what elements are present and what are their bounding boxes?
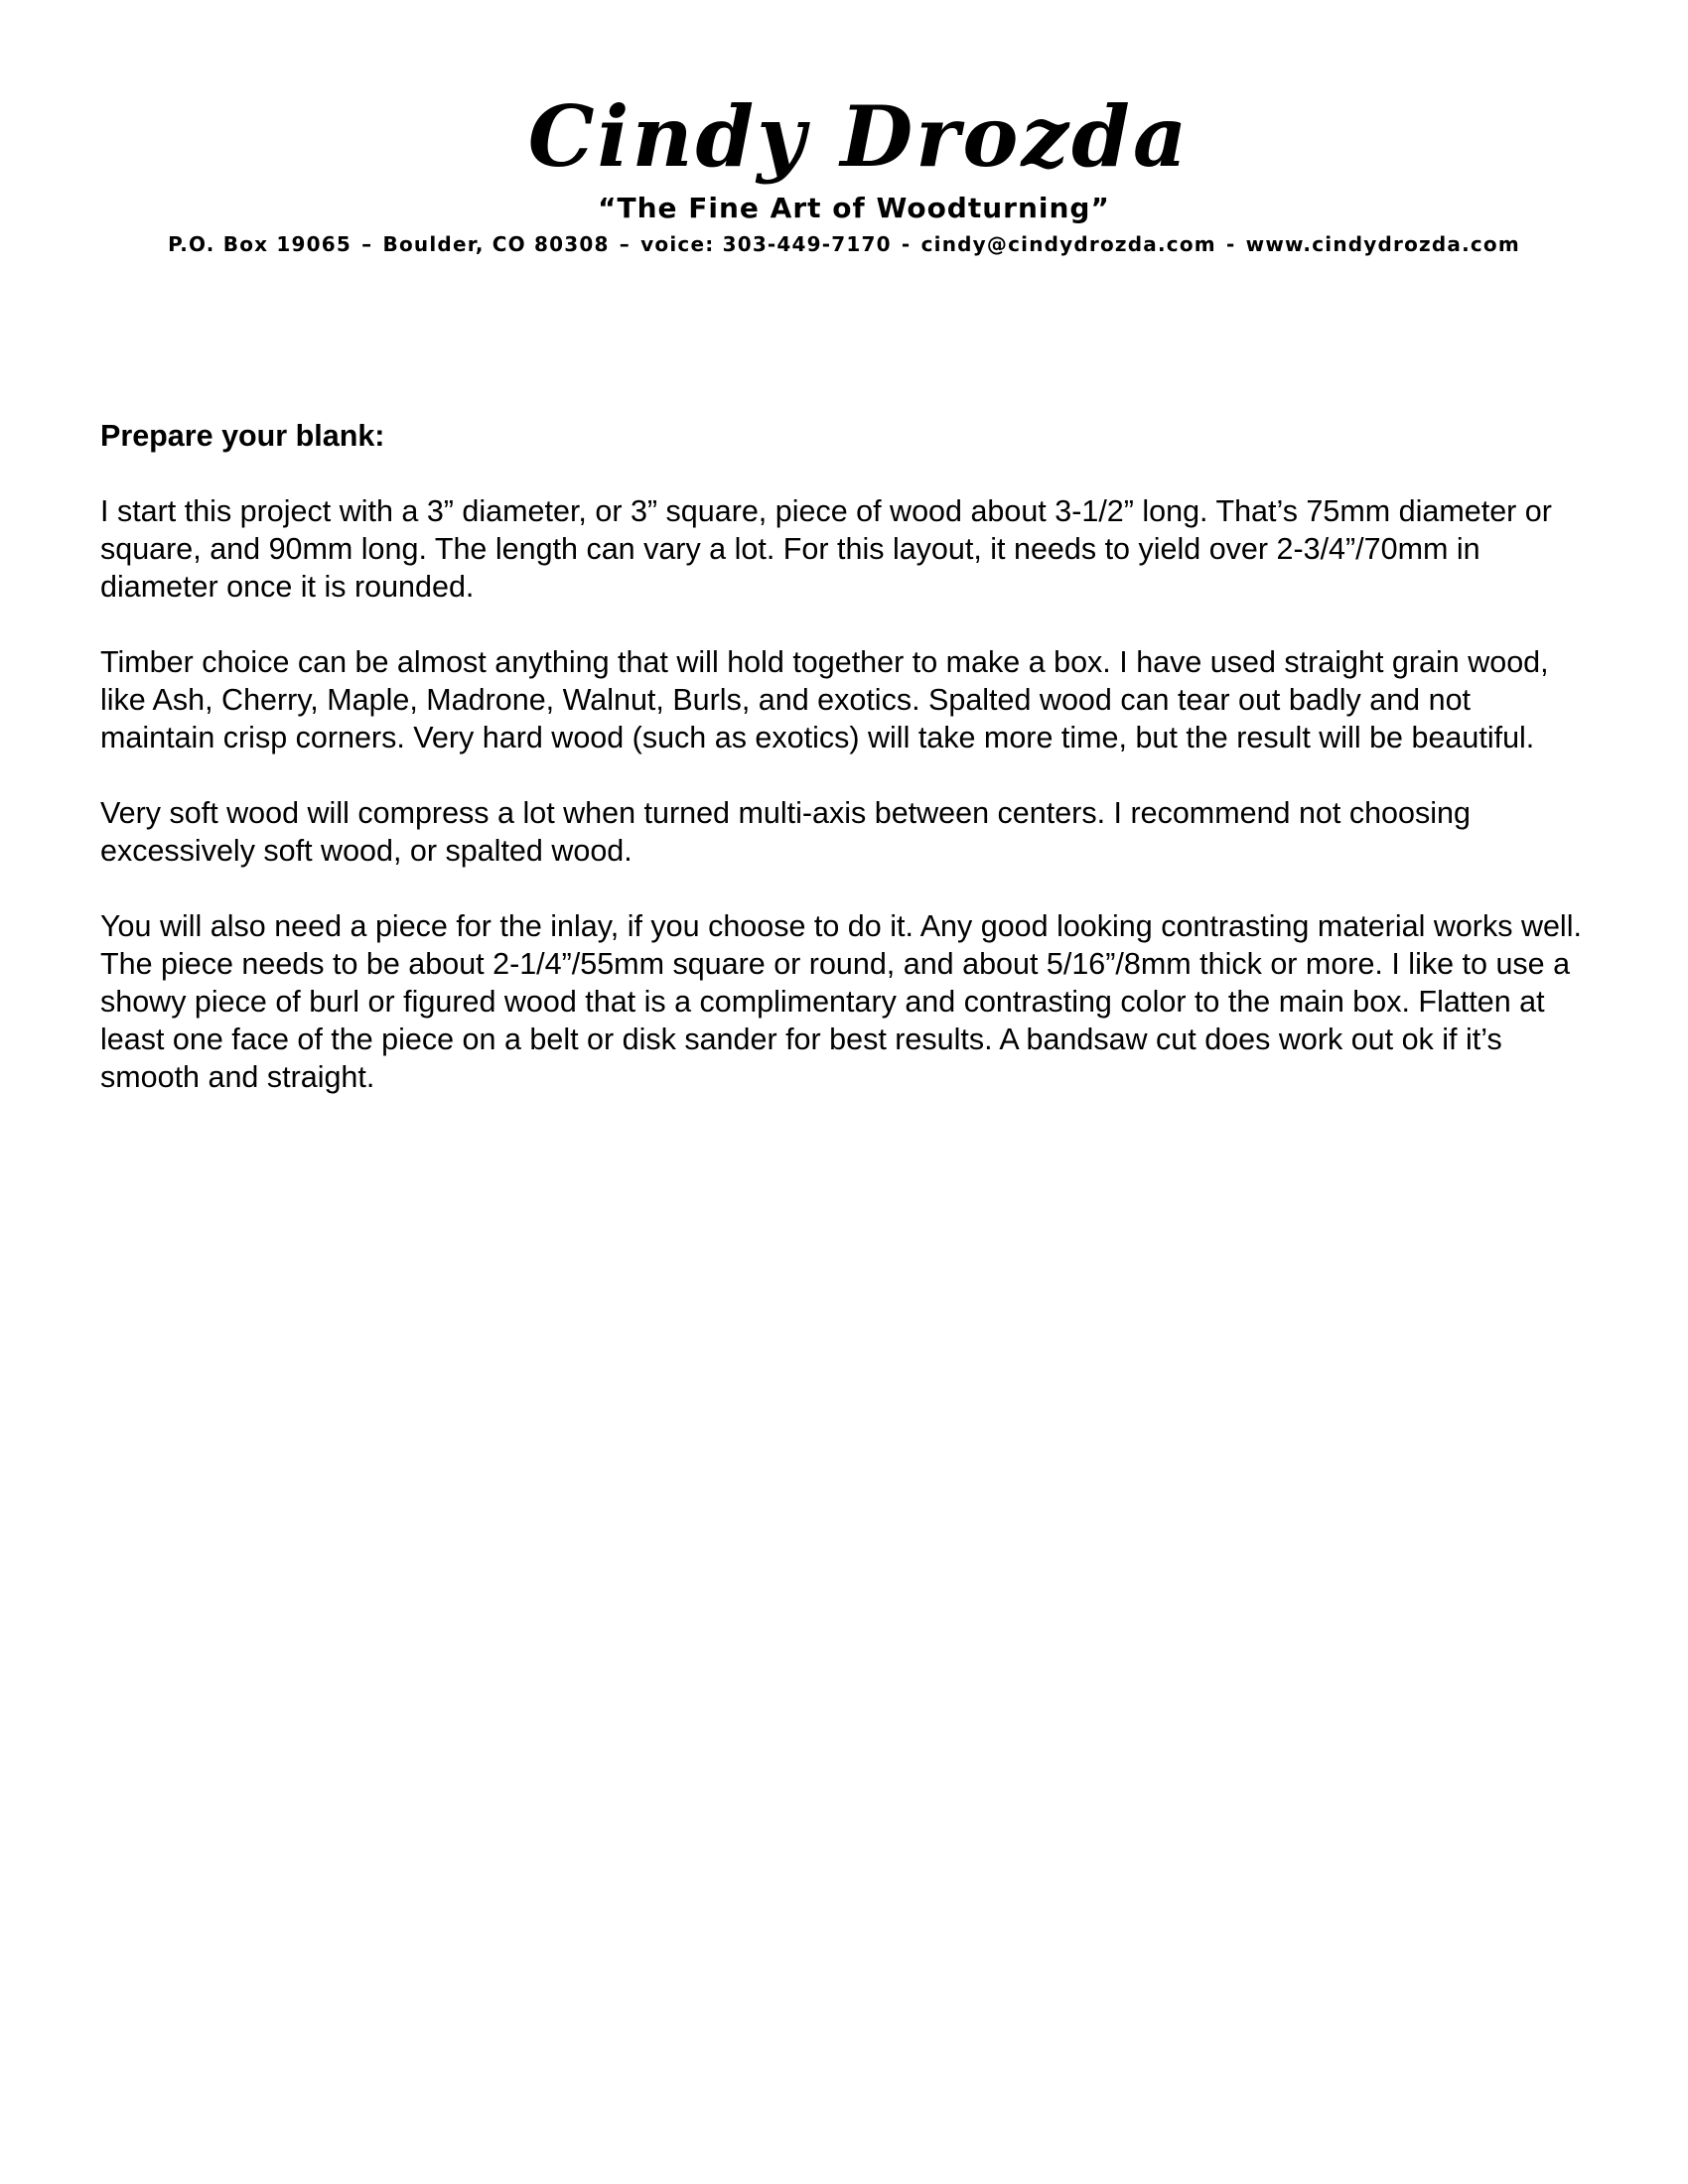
letterhead [0,87,1688,258]
document-body [100,417,1590,1134]
contact-line: P.O. Box 19065 – Boulder, CO 80308 – voice: 303-449-7170 - cindy@cindydrozda.com - www.cindydrozda.com [168,232,1520,256]
contact-email: cindy@cindydrozda.com [920,232,1216,256]
contact-address: P.O. Box 19065 [168,232,352,256]
contact-city: Boulder, CO 80308 [382,232,610,256]
paragraph-soft-wood: Very soft wood will compress a lot when turned multi-axis between centers. I recommend not choosing excessively soft wood, or spalted wood. [100,796,1471,868]
paragraph-blank-size: I start this project with a 3” diameter, or 3” square, piece of wood about 3-1/2” long. That’s 75mm diameter or square, and 90mm long. The length can vary a lot. For this layout, it needs to yield over 2-3/4”/70mm in diameter once it is rounded. [100,494,1552,604]
paragraph-inlay: You will also need a piece for the inlay, if you choose to do it. Any good looking contrasting material works well. The piece needs to be about 2-1/4”/55mm square or round, and about 5/16”/8mm thick or more. I like to use a showy piece of burl or figured wood that is a complimentary and contrasting color to the main box. Flatten at least one face of the piece on a belt or disk sander for best results. A bandsaw cut does work out ok if it’s smooth and straight. [100,909,1582,1094]
tagline: “The Fine Art of Woodturning” [598,192,1110,224]
paragraph-timber-choice: Timber choice can be almost anything that will hold together to make a box. I have used straight grain wood, like Ash, Cherry, Maple, Madrone, Walnut, Burls, and exotics. Spalted wood can tear out badly and not maintain crisp corners. Very hard wood (such as exotics) will take more time, but the result will be beautiful. [100,645,1549,754]
brand-name: Cindy Drozda [527,87,1191,186]
contact-voice: voice: 303-449-7170 [640,232,892,256]
contact-website: www.cindydrozda.com [1245,232,1520,256]
section-heading: Prepare your blank: [100,419,385,453]
